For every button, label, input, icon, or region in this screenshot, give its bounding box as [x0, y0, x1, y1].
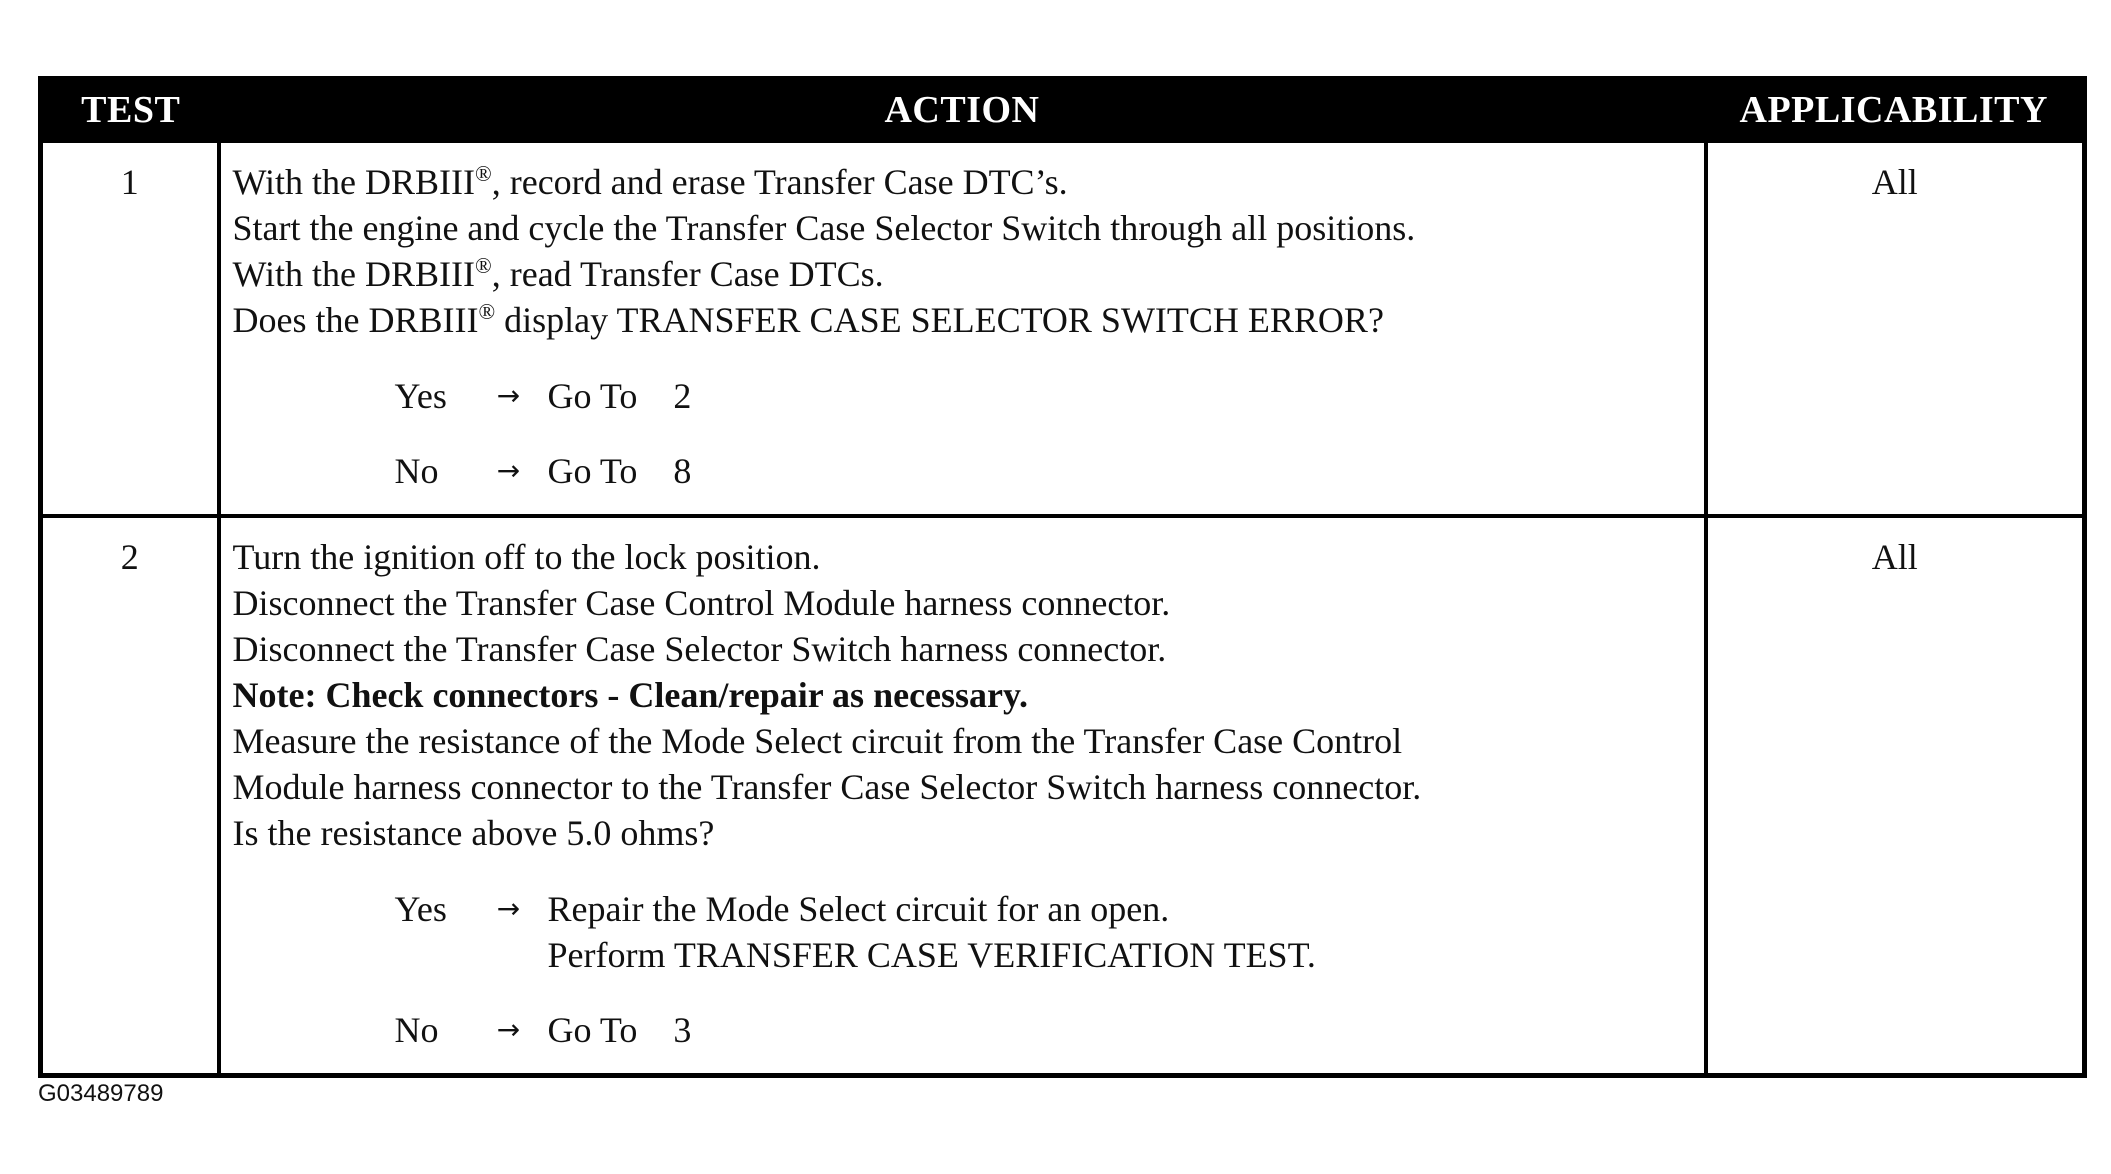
- right-arrow-icon: →: [496, 379, 521, 412]
- action-line: [233, 159, 1692, 205]
- line-text: With the DRBIII: [232, 254, 476, 294]
- right-arrow-icon: →: [496, 1013, 521, 1046]
- answer-label: Yes: [394, 889, 447, 929]
- branch-yes: [395, 886, 1692, 978]
- action-cell: [219, 141, 1706, 516]
- branch-no: [395, 448, 1692, 494]
- note-line: Note: Check connectors - Clean/repair as necessary.: [232, 675, 1029, 715]
- goto-number: 8: [673, 451, 692, 491]
- registered-mark: ®: [475, 253, 492, 278]
- action-line: Is the resistance above 5.0 ohms?: [232, 813, 715, 853]
- goto-number: 3: [673, 1010, 692, 1050]
- line-text: , read Transfer Case DTCs.: [491, 254, 884, 294]
- applicability: All: [1706, 141, 2085, 516]
- registered-mark: ®: [475, 161, 492, 186]
- goto-label: Go To: [547, 376, 638, 416]
- answer-branches: [233, 373, 1692, 494]
- test-number: 2: [41, 516, 219, 1076]
- figure-id: G03489789: [38, 1080, 164, 1107]
- action-line: Measure the resistance of the Mode Select circuit from the Transfer Case Control: [232, 721, 1403, 761]
- branch-yes: [395, 373, 1692, 419]
- action-line: [233, 297, 1692, 343]
- action-line: Disconnect the Transfer Case Selector Switch harness connector.: [232, 629, 1167, 669]
- answer-label: Yes: [394, 376, 447, 416]
- branch-result: [548, 1007, 692, 1053]
- diagnostic-test-table: [38, 76, 2087, 1078]
- line-text: Start the engine and cycle the Transfer Case Selector Switch through all positions.: [232, 208, 1416, 248]
- answer-label: No: [394, 451, 439, 491]
- line-text: , record and erase Transfer Case DTC’s.: [491, 162, 1068, 202]
- table-header: [41, 79, 2085, 142]
- header-row: [41, 79, 2085, 142]
- result-line: Repair the Mode Select circuit for an open.: [547, 889, 1170, 929]
- action-line: [233, 251, 1692, 297]
- action-line: [233, 205, 1692, 251]
- registered-mark: ®: [478, 299, 496, 324]
- answer-label: No: [394, 1010, 439, 1050]
- action-line: Turn the ignition off to the lock position.: [232, 537, 821, 577]
- test-number: 1: [41, 141, 219, 516]
- line-text: Does the DRBIII: [232, 300, 479, 340]
- branch-result: [548, 373, 692, 419]
- header-action: ACTION: [219, 79, 1706, 142]
- action-line: Module harness connector to the Transfer Case Selector Switch harness connector.: [232, 767, 1422, 807]
- header-applicability: APPLICABILITY: [1706, 79, 2085, 142]
- line-text: display TRANSFER CASE SELECTOR SWITCH ERROR?: [495, 300, 1384, 340]
- table-row: [41, 141, 2085, 516]
- right-arrow-icon: →: [496, 892, 521, 925]
- action-cell: [219, 516, 1706, 1076]
- result-line: Perform TRANSFER CASE VERIFICATION TEST.: [547, 935, 1316, 975]
- goto-label: Go To: [547, 451, 638, 491]
- branch-no: [395, 1007, 1692, 1053]
- right-arrow-icon: →: [496, 454, 521, 487]
- goto-number: 2: [673, 376, 692, 416]
- table-row: [41, 516, 2085, 1076]
- applicability: All: [1706, 516, 2085, 1076]
- answer-branches: [233, 886, 1692, 1053]
- action-line: Disconnect the Transfer Case Control Module harness connector.: [232, 583, 1171, 623]
- branch-result: [548, 886, 1316, 978]
- goto-label: Go To: [547, 1010, 638, 1050]
- header-test: TEST: [41, 79, 219, 142]
- branch-result: [548, 448, 692, 494]
- line-text: With the DRBIII: [232, 162, 476, 202]
